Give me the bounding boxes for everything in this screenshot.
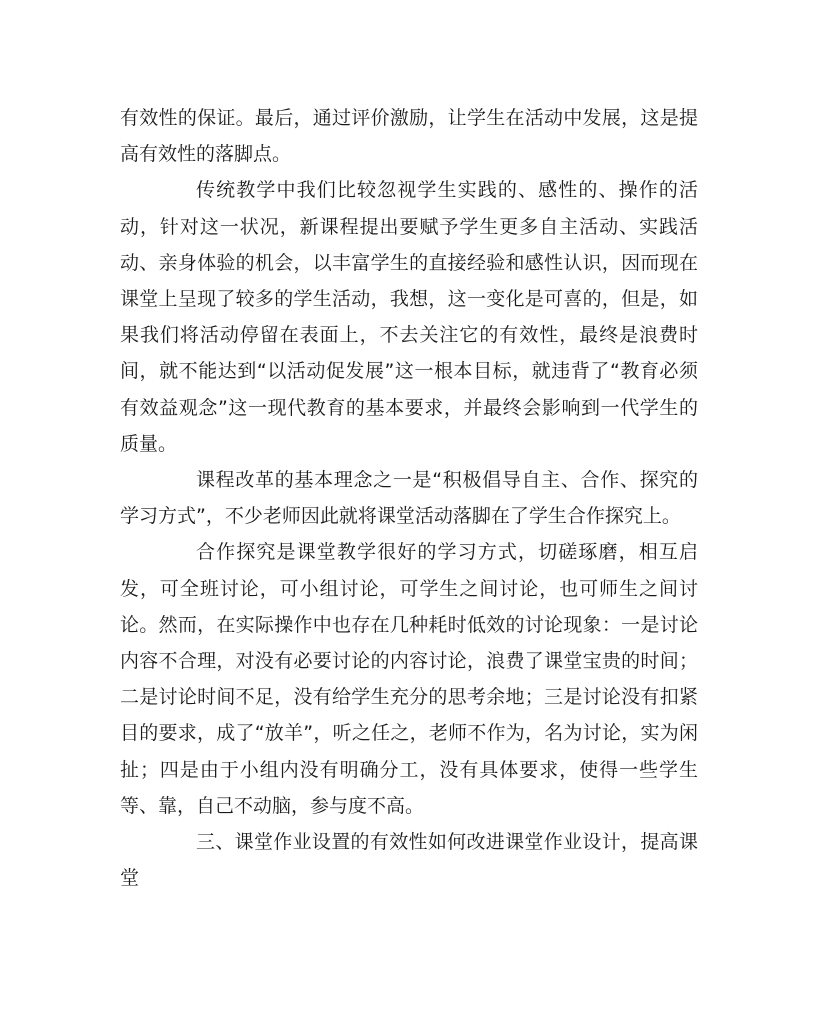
paragraph-3: 课程改革的基本理念之一是“积极倡导自主、合作、探究的学习方式”，不少老师因此就将课堂活动落脚在了学生合作探究上。 bbox=[120, 469, 698, 528]
paragraph-1: 有效性的保证。最后，通过评价激励，让学生在活动中发展，这是提高有效性的落脚点。 bbox=[120, 107, 698, 166]
paragraph-2: 传统教学中我们比较忽视学生实践的、感性的、操作的活动，针对这一状况，新课程提出要赋予学生更多自主活动、实践活动、亲身体验的机会，以丰富学生的直接经验和感性认识，因而现在课堂上呈现了较多的学生活动，我想，这一变化是可喜的，但是，如果我们将活动停留在表面上，不去关注它的有效性，最终是浪费时间，就不能达到“以活动促发展”这一根本目标，就违背了“教育必须有效益观念”这一现代教育的基本要求，并最终会影响到一代学生的质量。 bbox=[120, 179, 698, 455]
section-heading-3: 三、课堂作业设置的有效性如何改进课堂作业设计，提高课堂 bbox=[120, 831, 698, 890]
body-text bbox=[120, 100, 698, 896]
paragraph-4: 合作探究是课堂教学很好的学习方式，切磋琢磨，相互启发，可全班讨论，可小组讨论，可学生之间讨论，也可师生之间讨论。然而，在实际操作中也存在几种耗时低效的讨论现象：一是讨论内容不合理，对没有必要讨论的内容讨论，浪费了课堂宝贵的时间；二是讨论时间不足，没有给学生充分的思考余地；三是讨论没有扣紧目的要求，成了“放羊”，听之任之，老师不作为，名为讨论，实为闲扯；四是由于小组内没有明确分工，没有具体要求，使得一些学生等、靠，自己不动脑，参与度不高。 bbox=[120, 541, 698, 817]
